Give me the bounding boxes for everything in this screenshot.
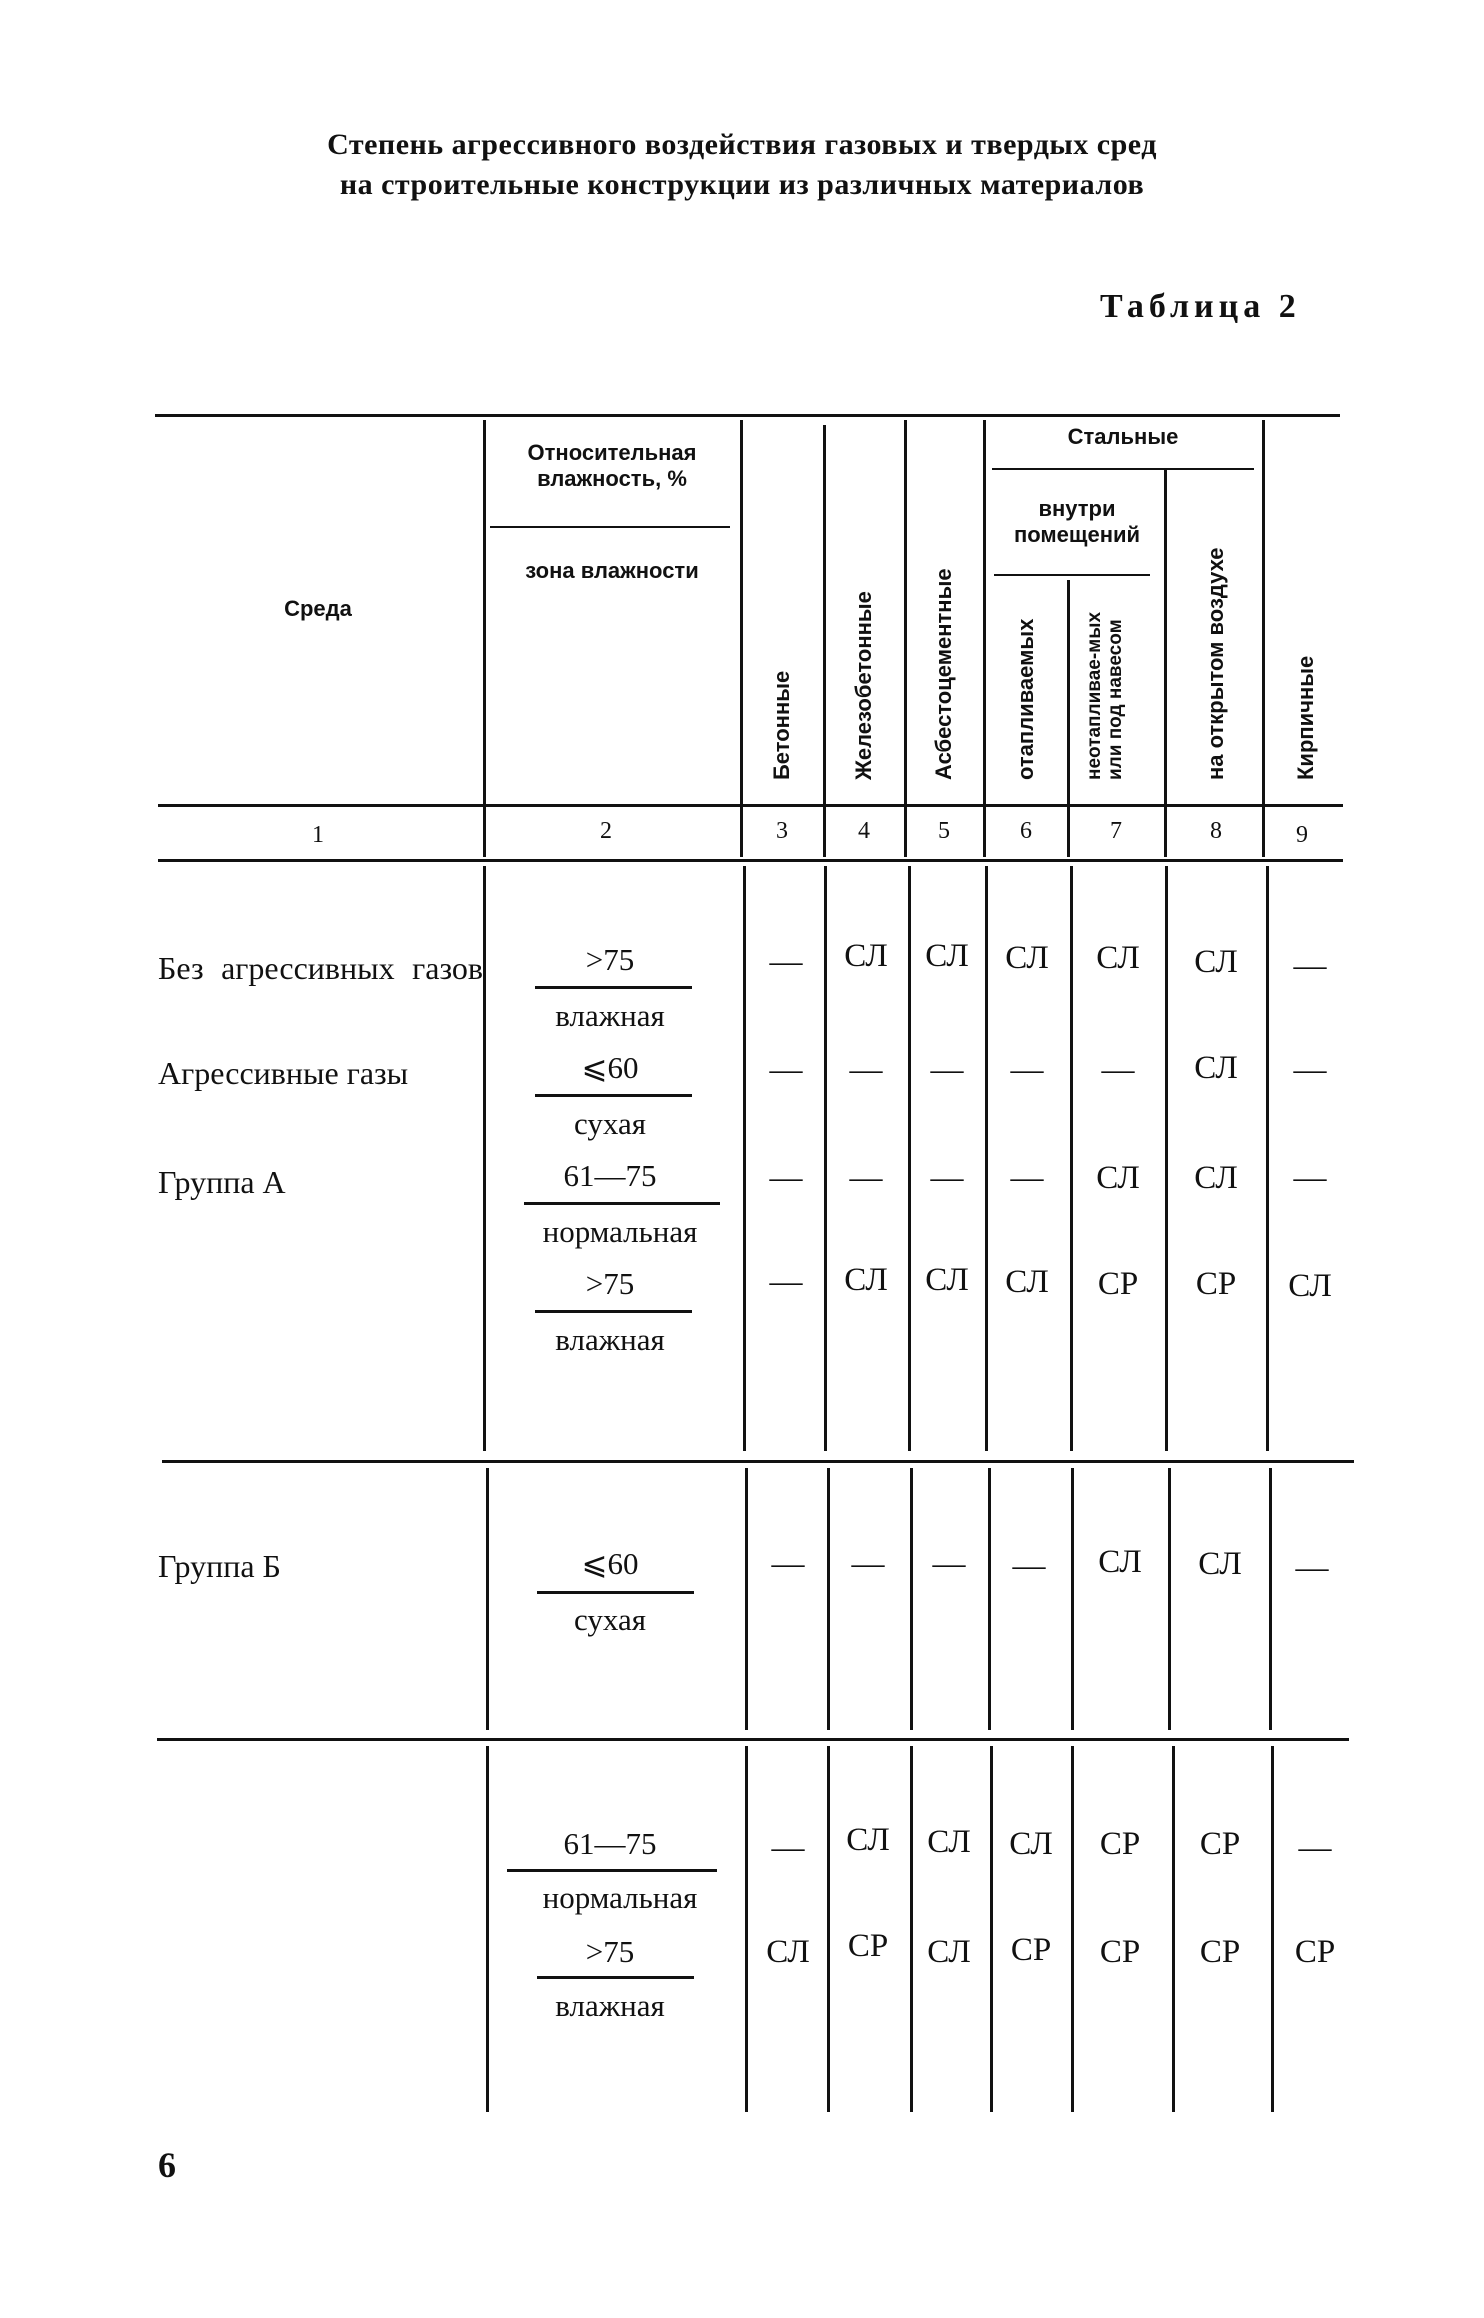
header-outdoor: на открытом воздухе <box>1203 547 1228 780</box>
table-cell: — <box>1293 1160 1327 1196</box>
table-cell: СР <box>1099 1934 1141 1970</box>
column-number: 9 <box>1296 822 1308 848</box>
humidity-value: 61—75 <box>563 1158 657 1193</box>
table-cell: СЛ <box>844 1262 888 1298</box>
table-cell: — <box>849 1160 883 1196</box>
table-cell: — <box>769 1052 803 1088</box>
header-steel: Стальные <box>1067 424 1179 449</box>
column-number: 2 <box>600 818 612 844</box>
row-label-group-a: Группа А <box>158 1164 286 1200</box>
zone-value: сухая <box>574 1106 646 1141</box>
header-asbestos-cement: Асбестоцементные <box>931 568 956 780</box>
col2-divider <box>490 526 730 528</box>
steel-group-divider <box>992 468 1254 470</box>
table-cell: СЛ <box>846 1822 890 1858</box>
header-brick: Кирпичные <box>1293 655 1318 780</box>
table-cell: — <box>1293 948 1327 984</box>
table-cell: — <box>771 1546 805 1582</box>
table-cell: — <box>1295 1550 1329 1586</box>
header-humidity: Относительная влажность, % <box>527 440 697 491</box>
table-cell: СЛ <box>766 1934 810 1970</box>
vline-3 <box>823 425 826 857</box>
numbers-bottom-rule <box>158 859 1343 862</box>
top-rule <box>155 414 1340 417</box>
table-cell: СР <box>1099 1826 1141 1862</box>
humidity-value: ⩽60 <box>581 1050 639 1085</box>
table-cell: СЛ <box>1096 1160 1140 1196</box>
zone-value: нормальная <box>542 1880 698 1915</box>
zone-value: сухая <box>574 1602 646 1637</box>
vline-7 <box>1164 470 1167 857</box>
column-number: 3 <box>776 818 788 844</box>
vline-1 <box>483 420 486 857</box>
table-cell: СЛ <box>1005 940 1049 976</box>
table-cell: СЛ <box>1194 1160 1238 1196</box>
title-line-1: Степень агрессивного воздействия газовых и твердых сред <box>327 128 1157 161</box>
table-cell: — <box>849 1052 883 1088</box>
table-cell: СР <box>1199 1934 1241 1970</box>
table-cell: — <box>1012 1548 1046 1584</box>
table-cell: СЛ <box>1009 1826 1053 1862</box>
table-cell: СР <box>1195 1266 1237 1302</box>
vline-2 <box>740 420 743 857</box>
header-unheated: неотапливае-мых или под навесом <box>1084 611 1126 780</box>
vline-6 <box>1067 580 1070 857</box>
column-number: 1 <box>312 822 324 848</box>
table-cell: СР <box>1294 1934 1336 1970</box>
zone-value: влажная <box>555 998 665 1033</box>
table-cell: СЛ <box>1194 944 1238 980</box>
table-cell: — <box>1010 1052 1044 1088</box>
row-label-group-b: Группа Б <box>158 1548 281 1584</box>
table-cell: — <box>1293 1052 1327 1088</box>
table-cell: СЛ <box>925 938 969 974</box>
humidity-value: >75 <box>585 1934 635 1969</box>
row-label-aggr-gases: Агрессивные газы <box>158 1055 409 1091</box>
column-number: 7 <box>1110 818 1122 844</box>
section-rule-2 <box>157 1738 1349 1741</box>
table-cell: СЛ <box>1194 1050 1238 1086</box>
header-heated: отапливаемых <box>1013 618 1038 780</box>
humidity-value: >75 <box>585 1266 635 1301</box>
page-number: 6 <box>158 2145 176 2185</box>
column-number: 5 <box>938 818 950 844</box>
header-sreda: Среда <box>284 596 352 621</box>
table-cell: — <box>1298 1830 1332 1866</box>
table-label: Таблица 2 <box>1100 288 1301 325</box>
section-rule-1 <box>162 1460 1354 1463</box>
header-reinforced-concrete: Железобетонные <box>851 591 876 780</box>
table-cell: СЛ <box>927 1824 971 1860</box>
table-cell: — <box>1101 1052 1135 1088</box>
table-cell: — <box>851 1546 885 1582</box>
title-line-2: на строительные конструкции из различных материалов <box>339 168 1145 201</box>
table-cell: СЛ <box>1098 1544 1142 1580</box>
humidity-value: ⩽60 <box>581 1546 639 1581</box>
table-cell: СР <box>847 1928 889 1964</box>
table-cell: СЛ <box>925 1262 969 1298</box>
zone-value: влажная <box>555 1322 665 1357</box>
humidity-value: >75 <box>585 942 635 977</box>
table-cell: СЛ <box>1198 1546 1242 1582</box>
table-cell: СЛ <box>1288 1268 1332 1304</box>
table-cell: — <box>930 1160 964 1196</box>
zone-value: нормальная <box>542 1214 698 1249</box>
vline-8 <box>1262 420 1265 857</box>
table-cell: — <box>769 1160 803 1196</box>
table-cell: СР <box>1097 1266 1139 1302</box>
row-label-no-aggr-line1: Без агрессивных газов <box>158 950 483 986</box>
header-concrete: Бетонные <box>769 670 794 780</box>
humidity-value: 61—75 <box>563 1826 657 1861</box>
table-cell: — <box>769 944 803 980</box>
steel-inside-divider <box>994 574 1150 576</box>
column-number: 4 <box>858 818 870 844</box>
zone-value: влажная <box>555 1988 665 2023</box>
vline-4 <box>904 420 907 857</box>
table-cell: СР <box>1010 1932 1052 1968</box>
column-number: 6 <box>1020 818 1032 844</box>
table-cell: — <box>769 1264 803 1300</box>
vline-5 <box>983 420 986 857</box>
table-cell: СЛ <box>927 1934 971 1970</box>
table-cell: СЛ <box>1005 1264 1049 1300</box>
header-zone: зона влажности <box>525 558 699 583</box>
table-cell: — <box>1010 1160 1044 1196</box>
column-number: 8 <box>1210 818 1222 844</box>
table-cell: — <box>932 1546 966 1582</box>
table-cell: СЛ <box>1096 940 1140 976</box>
table-cell: СР <box>1199 1826 1241 1862</box>
header-steel-inside: внутри помещений <box>1013 496 1141 547</box>
table-cell: — <box>930 1052 964 1088</box>
table-cell: СЛ <box>844 938 888 974</box>
table-cell: — <box>771 1830 805 1866</box>
